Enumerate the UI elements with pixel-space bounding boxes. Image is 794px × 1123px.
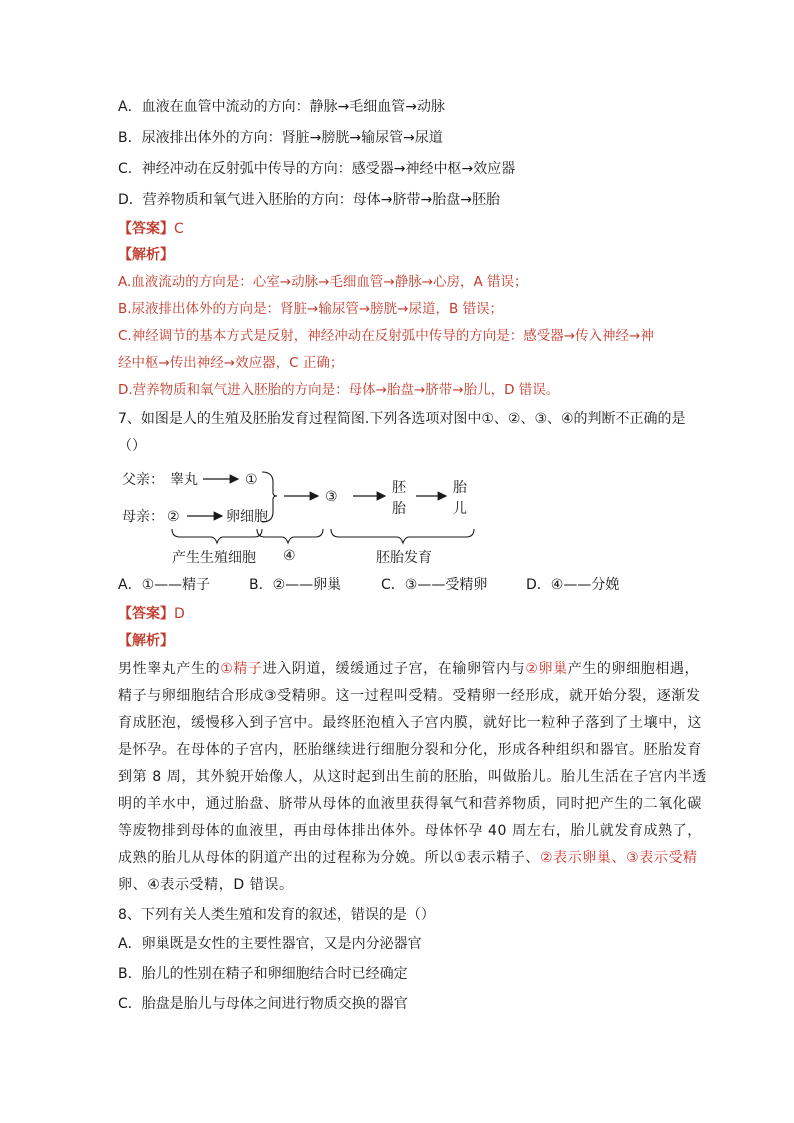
q8-option-c: C．胎盘是胎儿与母体之间进行物质交换的器官 [118,996,408,1012]
egg-cell-label: 卵细胞 [226,509,268,525]
circle-3-label: ③ [325,489,338,505]
q6-analysis-line: A.血液流动的方向是：心室→动脉→毛细血管→静脉→心房，A 错误； [118,274,528,290]
q6-analysis-line: C.神经调节的基本方式是反射，神经冲动在反射弧中传导的方向是：感受器→传入神经→神 [118,328,654,344]
q6-option-d: D．营养物质和氧气进入胚胎的方向：母体→脐带→胎盘→胚胎 [118,192,500,208]
q6-option-a: A．血液在血管中流动的方向：静脉→毛细血管→动脉 [118,99,446,115]
q7-analysis-label: 【解析】 [118,633,174,649]
circle-2-label: ② [167,509,180,525]
brace-gamete [172,529,262,543]
q6-analysis-line: 经中枢→传出神经→效应器，C 正确； [118,355,344,371]
q8-stem: 8、下列有关人类生殖和发育的叙述，错误的是（） [118,907,435,923]
q7-analysis-seg: 男性睾丸产生的 [118,661,221,677]
q7-stem: 7、如图是人的生殖及胚胎发育过程简图.下列各选项对图中①、②、③、④的判断不正确的是 [118,411,686,427]
q7-option-b: B．②——卵巢 [249,577,342,593]
q7-analysis-seg: 成熟的胎儿从母体的阴道产出的过程称为分娩。所以①表示精子、 [118,850,540,866]
q7-analysis-line: 育成胚泡，缓慢移入到子宫中。最终胚泡植入子宫内膜，就好比一粒种子落到了土壤中，这 [118,715,702,731]
q6-answer-value: C [174,221,184,237]
q7-analysis-line [118,659,699,679]
mother-label: 母亲： [122,509,164,525]
fetus-char-2: 儿 [453,501,467,517]
q7-analysis-seg: 产生的卵细胞相遇， [567,661,700,677]
q7-answer-value: D [174,606,185,622]
embryo-char-1: 胚 [392,480,406,496]
q7-analysis-seg: 进入阴道，缓缓通过子宫，在输卵管内与 [262,661,526,677]
brace-fertilization [257,529,323,543]
q8-option-a: A．卵巢既是女性的主要性器官，又是内分泌器官 [118,936,422,952]
circle-1-label: ① [245,472,258,488]
father-label: 父亲： [122,472,164,488]
brace-development-label: 胚胎发育 [376,550,432,566]
brace-gamete-label: 产生生殖细胞 [172,550,256,566]
brace-development [331,529,474,543]
q7-option-c: C．③——受精卵 [381,577,488,593]
q7-answer [118,604,185,624]
q6-analysis-line: D.营养物质和氧气进入胚胎的方向是：母体→胎盘→脐带→胎儿，D 错误。 [118,382,560,398]
q7-stem-paren: （） [118,438,146,454]
embryo-char-2: 胎 [392,501,406,517]
q7-analysis-line: 等废物排到母体的血液里，再由母体排出体外。母体怀孕 40 周左右，胎儿就发育成熟了， [118,823,702,839]
q7-option-a: A．①——精子 [118,577,211,593]
q7-analysis-line: 精子与卵细胞结合形成③受精卵。这一过程叫受精。受精卵一经形成，就开始分裂，逐渐发 [118,688,701,704]
q6-analysis-label: 【解析】 [118,247,174,263]
q8-option-b: B．胎儿的性别在精子和卵细胞结合时已经确定 [118,966,408,982]
q6-analysis-line: B.尿液排出体外的方向是：肾脏→输尿管→膀胱→尿道，B 错误； [118,301,504,317]
q7-analysis-line: 明的羊水中，通过胎盘、脐带从母体的血液里获得氧气和营养物质，同时把产生的二氧化碳 [118,796,702,812]
q7-answer-label: 【答案】 [118,606,174,622]
q7-analysis-line: 卵、④表示受精，D 错误。 [118,877,294,893]
q7-analysis-seg-highlight: ②卵巢 [525,661,568,677]
q7-analysis-seg-highlight: ②表示卵巢、③表示受精 [539,850,698,866]
q7-analysis-seg-highlight: ①精子 [220,661,263,677]
q6-answer-label: 【答案】 [118,221,174,237]
q6-option-c: C．神经冲动在反射弧中传导的方向：感受器→神经中枢→效应器 [118,161,516,177]
fetus-char-1: 胎 [453,480,467,496]
circle-4-label: ④ [283,548,296,564]
q7-analysis-line [118,848,698,868]
testis-label: 睾丸 [170,472,198,488]
q7-analysis-line: 是怀孕。在母体的子宫内，胚胎继续进行细胞分裂和分化，形成各种组织和器官。胚胎发育 [118,742,702,758]
q6-option-b: B．尿液排出体外的方向：肾脏→膀胱→输尿管→尿道 [118,130,443,146]
q7-option-d: D．④——分娩 [526,577,620,593]
q7-analysis-line: 到第 8 周，其外貌开始像人，从这时起到出生前的胚胎，叫做胎儿。胎儿生活在子宫内半透 [118,769,708,785]
